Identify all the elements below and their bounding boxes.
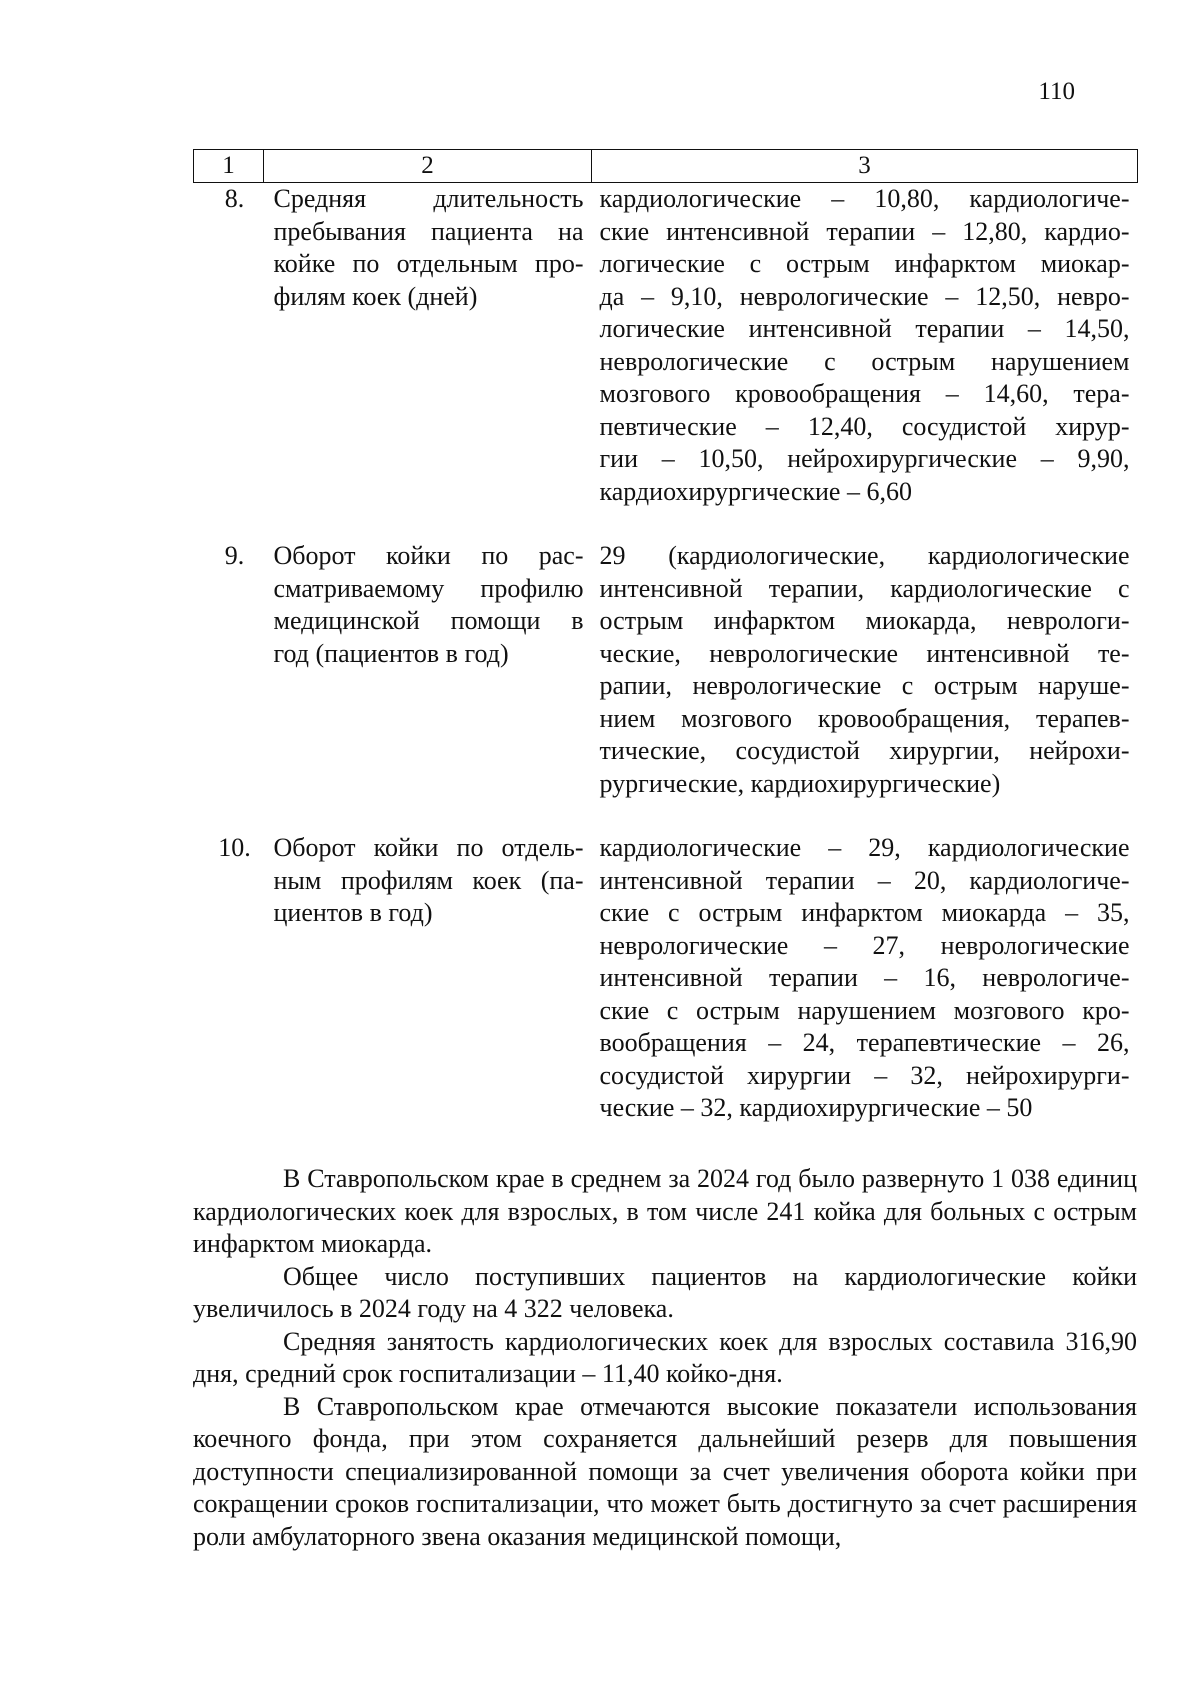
value-line: 29 (кардиологические, кардиологические: [599, 541, 1130, 570]
value-line: ские интенсивной терапии – 12,80, кардио-: [599, 216, 1130, 246]
paragraph: В Ставропольском крае в среднем за 2024 год было развернуто 1 038 единиц кардиологических коек для взрослых, в том числе 241 койка для больных с острым инфарктом миокарда.: [193, 1164, 1137, 1258]
indicator-line: год (пациентов в год): [273, 638, 509, 668]
indicator-value: [592, 540, 1138, 832]
value-line: неврологические с острым нарушением: [599, 346, 1130, 376]
value-line: сосудистой хирургии – 32, нейрохирурги-: [599, 1060, 1130, 1090]
indicator-line: койке по отдельным про-: [273, 249, 584, 278]
value-line: ческие – 32, кардиохирургические – 50: [599, 1093, 1033, 1122]
value-line: логические с острым инфарктом миокар-: [599, 249, 1130, 278]
value-line: кардиохирургические – 6,60: [599, 476, 912, 506]
row-number: 8.: [224, 184, 245, 213]
body-text: [193, 1163, 1137, 1553]
value-line: интенсивной терапии – 20, кардиологиче-: [599, 865, 1130, 895]
value-line: рапии, неврологические с острым наруше-: [599, 671, 1130, 700]
indicator-line: сматриваемому профилю: [273, 573, 584, 603]
value-line: логические интенсивной терапии – 14,50,: [599, 314, 1130, 343]
paragraph: В Ставропольском крае отмечаются высокие показатели использования коечного фонда, при этом сохраняется дальнейший резерв для повышения доступности специализированной помощи за счет увеличения оборота койки при сокращении сроков госпитализации, что может быть достигнуто за счет расширения роли амбулаторного звена оказания медицинской помощи,: [193, 1391, 1137, 1551]
value-line: кардиологические – 10,80, кардиологиче-: [599, 184, 1130, 213]
indicator-line: филям коек (дней): [273, 281, 478, 311]
value-line: ские с острым нарушением мозгового кро-: [599, 995, 1130, 1025]
value-line: рургические, кардиохирургические): [599, 768, 1001, 798]
indicator-line: медицинской помощи в: [273, 606, 584, 635]
indicator-line: Средняя длительность: [273, 184, 584, 213]
indicator-line: Оборот койки по рас-: [273, 541, 584, 570]
indicator-line: циентов в год): [273, 898, 433, 927]
value-line: интенсивной терапии – 16, неврологиче-: [599, 963, 1130, 992]
header-cell-1: 1: [194, 150, 264, 183]
value-line: вообращения – 24, терапевтические – 26,: [599, 1028, 1130, 1057]
value-line: ческие, неврологические интенсивной те-: [599, 638, 1130, 668]
indicator-value: [592, 832, 1138, 1125]
header-cell-2: 2: [264, 150, 592, 183]
value-line: кардиологические – 29, кардиологические: [599, 833, 1130, 862]
value-line: неврологические – 27, неврологические: [599, 930, 1130, 960]
value-line: интенсивной терапии, кардиологические с: [599, 573, 1130, 603]
value-line: острым инфарктом миокарда, неврологи-: [599, 606, 1130, 635]
indicator-line: Оборот койки по отдель-: [273, 833, 584, 862]
indicator-name: [264, 832, 592, 1125]
table-header-row: [194, 150, 1138, 183]
value-line: мозгового кровообращения – 14,60, тера-: [599, 379, 1130, 408]
paragraph: Средняя занятость кардиологических коек для взрослых составила 316,90 дня, средний срок госпитализации – 11,40 койко-дня.: [193, 1326, 1137, 1388]
paragraph: Общее число поступивших пациентов на кардиологические койки увеличилось в 2024 году на 4 322 человека.: [193, 1261, 1137, 1323]
table-row: [194, 183, 1138, 541]
table-row: [194, 832, 1138, 1125]
table-body: [194, 183, 1138, 1125]
value-line: да – 9,10, неврологические – 12,50, невро-: [599, 281, 1130, 311]
row-number: 9.: [224, 541, 245, 570]
header-cell-3: 3: [592, 150, 1138, 183]
indicator-value: [592, 183, 1138, 541]
value-line: ские с острым инфарктом миокарда – 35,: [599, 898, 1130, 927]
value-line: певтические – 12,40, сосудистой хирур-: [599, 411, 1130, 441]
table-row: [194, 540, 1138, 832]
value-line: гии – 10,50, нейрохирургические – 9,90,: [599, 444, 1130, 473]
indicators-table: [193, 149, 1138, 1125]
indicator-name: [264, 183, 592, 541]
row-number: 10.: [218, 833, 251, 862]
value-line: нием мозгового кровообращения, терапев-: [599, 703, 1130, 733]
indicator-name: [264, 540, 592, 832]
value-line: тические, сосудистой хирургии, нейрохи-: [599, 736, 1130, 765]
page-number: 110: [1038, 78, 1075, 105]
indicator-line: пребывания пациента на: [273, 216, 584, 246]
indicator-line: ным профилям коек (па-: [273, 865, 584, 895]
